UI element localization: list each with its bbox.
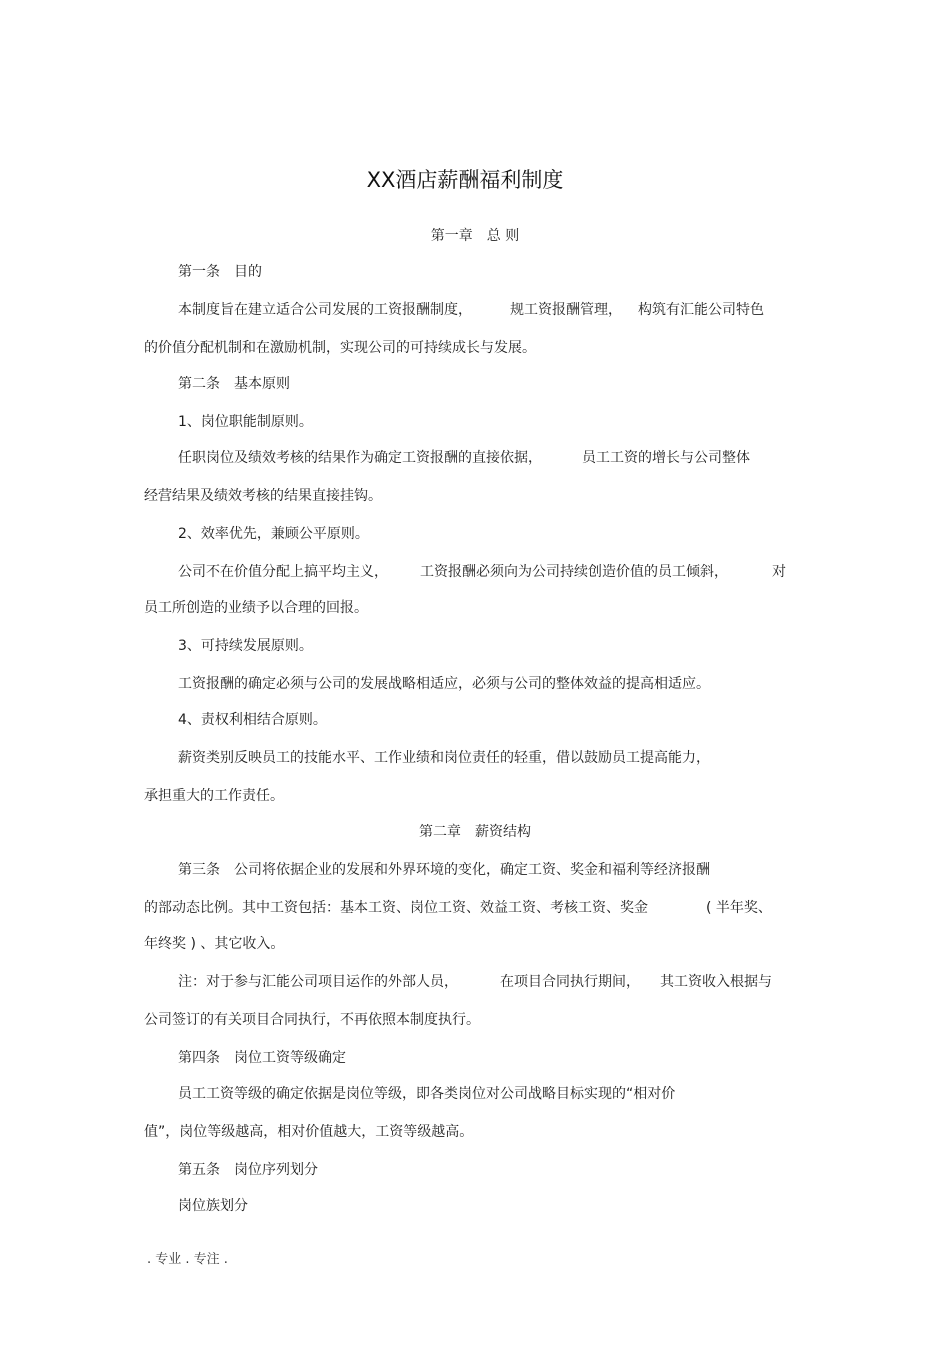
article-4-line-2: 值”，岗位等级越高，相对价值越大，工资等级越高。 [144,1124,474,1140]
article-1-title: 第一条 目的 [178,264,262,280]
principle-2-text-c: 对 [772,564,786,580]
article-5-title: 第五条 岗位序列划分 [178,1162,318,1178]
principle-4-title: 4、责权利相结合原则。 [178,712,327,728]
principle-2-title: 2、效率优先，兼顾公平原则。 [178,526,369,542]
principle-2-line-2: 员工所创造的业绩予以合理的回报。 [144,600,368,616]
chapter-1-heading: 第一章 总 则 [430,228,520,244]
article-1-text-a: 本制度旨在建立适合公司发展的工资报酬制度， [178,302,472,318]
page-footer: . 专业 . 专注 . [147,1252,228,1267]
principle-1-text-a: 任职岗位及绩效考核的结果作为确定工资报酬的直接依据， [178,450,542,466]
principle-4-line-2: 承担重大的工作责任。 [144,788,284,804]
principle-2-line-1 [178,562,786,582]
principle-4-line-1: 薪资类别反映员工的技能水平、工作业绩和岗位责任的轻重，借以鼓励员工提高能力， [178,750,710,766]
principle-2-text-b: 工资报酬必须向为公司持续创造价值的员工倾斜， [420,564,728,580]
note-text-c: 其工资收入根据与 [660,974,772,990]
principle-1-text-b: 员工工资的增长与公司整体 [582,450,750,466]
article-3-line-3: 年终奖 ) 、其它收入。 [144,936,285,952]
article-3-line-1: 第三条 公司将依据企业的发展和外界环境的变化，确定工资、奖金和福利等经济报酬 [178,862,710,878]
article-1-text-c: 构筑有汇能公司特色 [638,302,764,318]
article-4-title: 第四条 岗位工资等级确定 [178,1050,346,1066]
note-text-b: 在项目合同执行期间， [500,974,640,990]
article-2-title: 第二条 基本原则 [178,376,290,392]
document-title: XX酒店薪酬福利制度 [366,168,564,192]
chapter-2-heading: 第二章 薪资结构 [419,824,531,840]
principle-2-text-a: 公司不在价值分配上搞平均主义， [178,564,388,580]
principle-3-title: 3、可持续发展原则。 [178,638,313,654]
principle-1-line-1 [178,448,750,468]
principle-3-line-1: 工资报酬的确定必须与公司的发展战略相适应，必须与公司的整体效益的提高相适应。 [178,676,710,692]
article-1-line-2: 的价值分配机制和在激励机制，实现公司的可持续成长与发展。 [144,340,536,356]
article-3-text-b: 的部动态比例。其中工资包括：基本工资、岗位工资、效益工资、考核工资、奖金 [144,900,648,916]
article-4-line-1: 员工工资等级的确定依据是岗位等级，即各类岗位对公司战略目标实现的“相对价 [178,1086,676,1102]
article-5-line-1: 岗位族划分 [178,1198,248,1214]
article-3-text-c: ( 半年奖、 [706,900,772,916]
article-3-line-2 [144,898,772,918]
article-1-line-1 [178,300,764,320]
note-text-a: 注：对于参与汇能公司项目运作的外部人员， [178,974,458,990]
article-1-text-b: 规工资报酬管理， [510,302,622,318]
note-line-2: 公司签订的有关项目合同执行，不再依照本制度执行。 [144,1012,480,1028]
principle-1-title: 1、岗位职能制原则。 [178,414,313,430]
principle-1-line-2: 经营结果及绩效考核的结果直接挂钩。 [144,488,382,504]
note-line-1 [178,972,772,992]
